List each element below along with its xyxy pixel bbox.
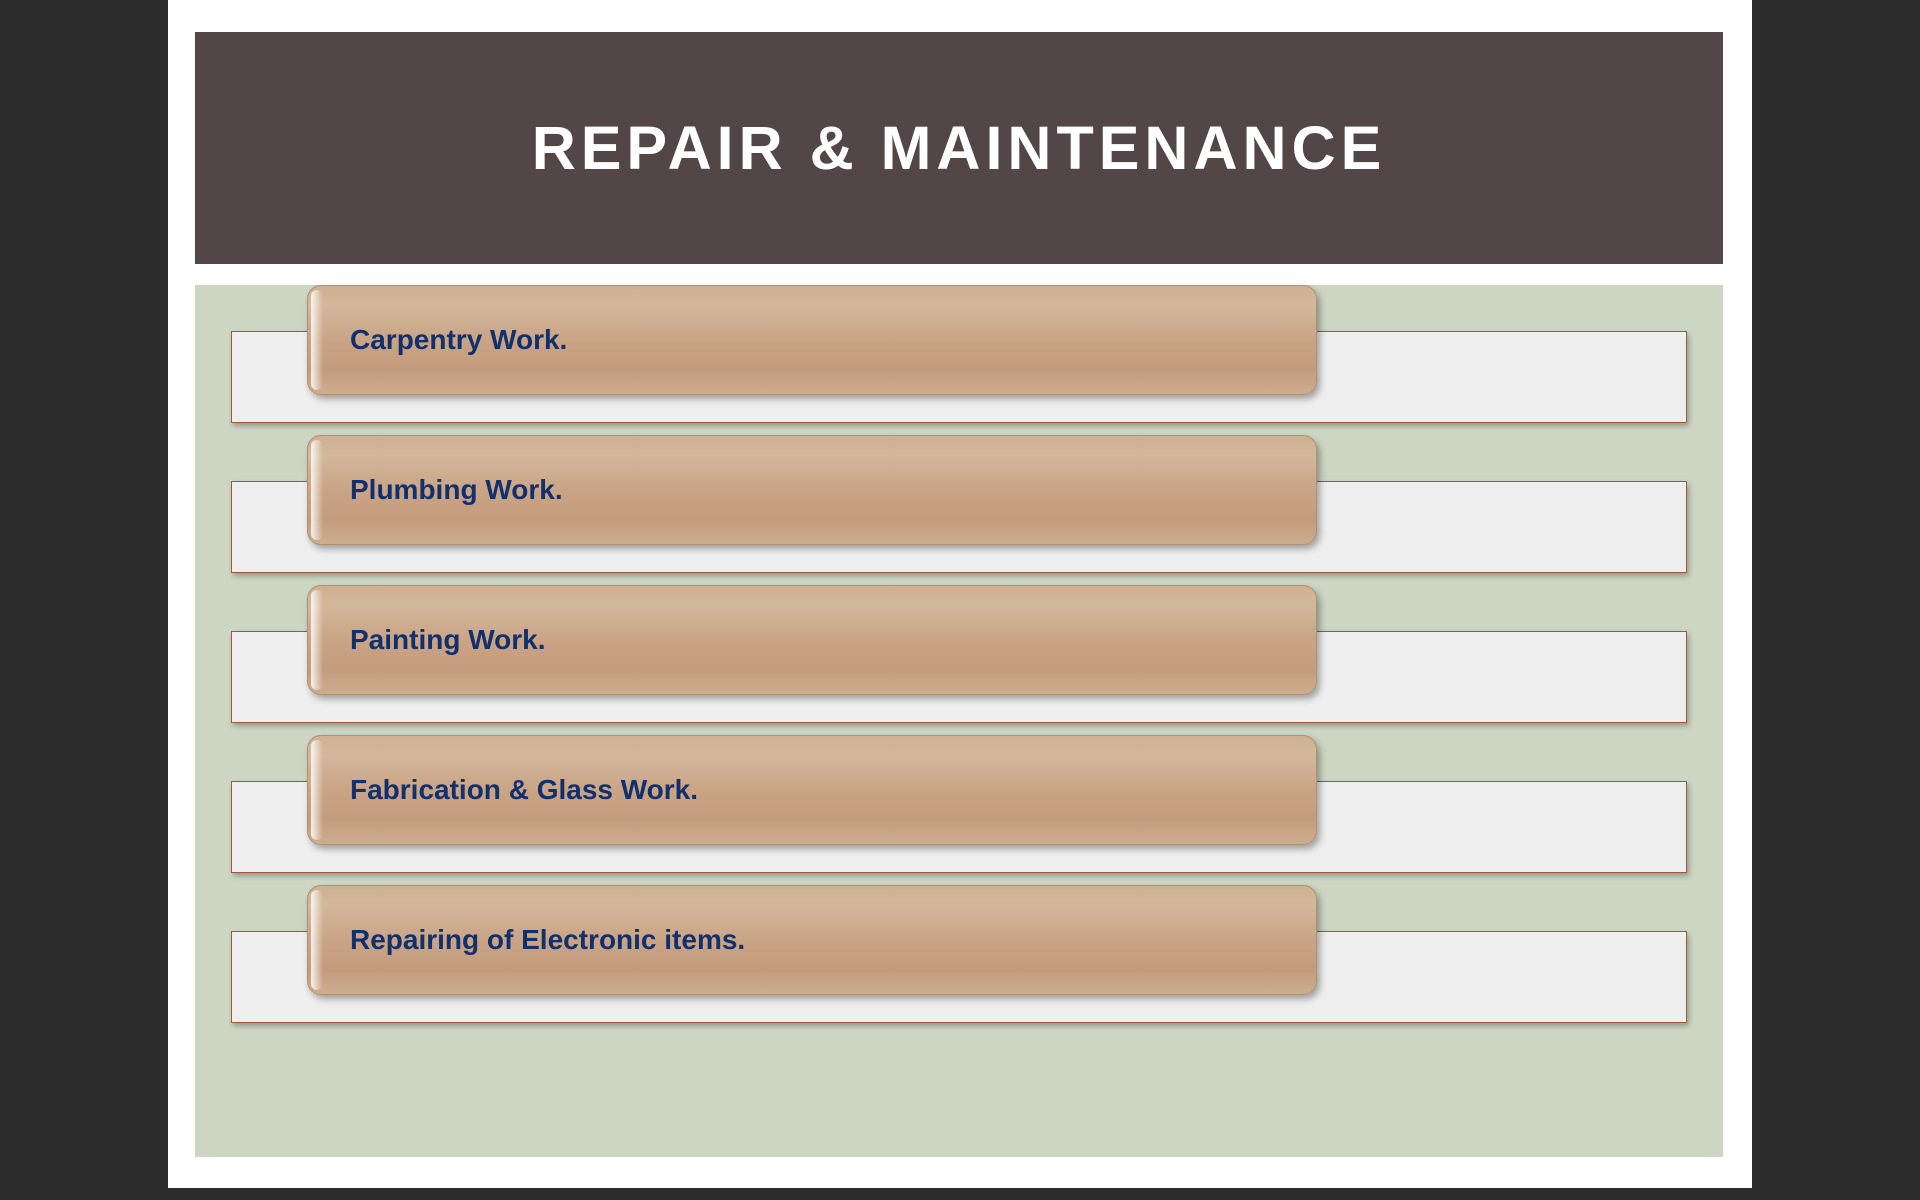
list-item-label: Carpentry Work. <box>350 324 568 355</box>
list-item-label: Repairing of Electronic items. <box>350 924 746 955</box>
list-item[interactable] <box>195 885 1723 1035</box>
item-label-block[interactable] <box>307 435 1317 545</box>
list-item-label: Fabrication & Glass Work. <box>350 774 699 805</box>
list-item[interactable] <box>195 735 1723 885</box>
item-label-block[interactable] <box>307 285 1317 395</box>
title-banner <box>195 32 1723 264</box>
list-item[interactable] <box>195 285 1723 435</box>
list-item[interactable] <box>195 435 1723 585</box>
content-panel <box>195 285 1723 1157</box>
list-item[interactable] <box>195 585 1723 735</box>
item-label-block[interactable] <box>307 585 1317 695</box>
item-label-block[interactable] <box>307 885 1317 995</box>
page-title: REPAIR & MAINTENANCE <box>531 114 1387 182</box>
list-item-label: Plumbing Work. <box>350 474 563 505</box>
item-label-block[interactable] <box>307 735 1317 845</box>
list-item-label: Painting Work. <box>350 624 546 655</box>
slide-canvas <box>168 0 1752 1188</box>
